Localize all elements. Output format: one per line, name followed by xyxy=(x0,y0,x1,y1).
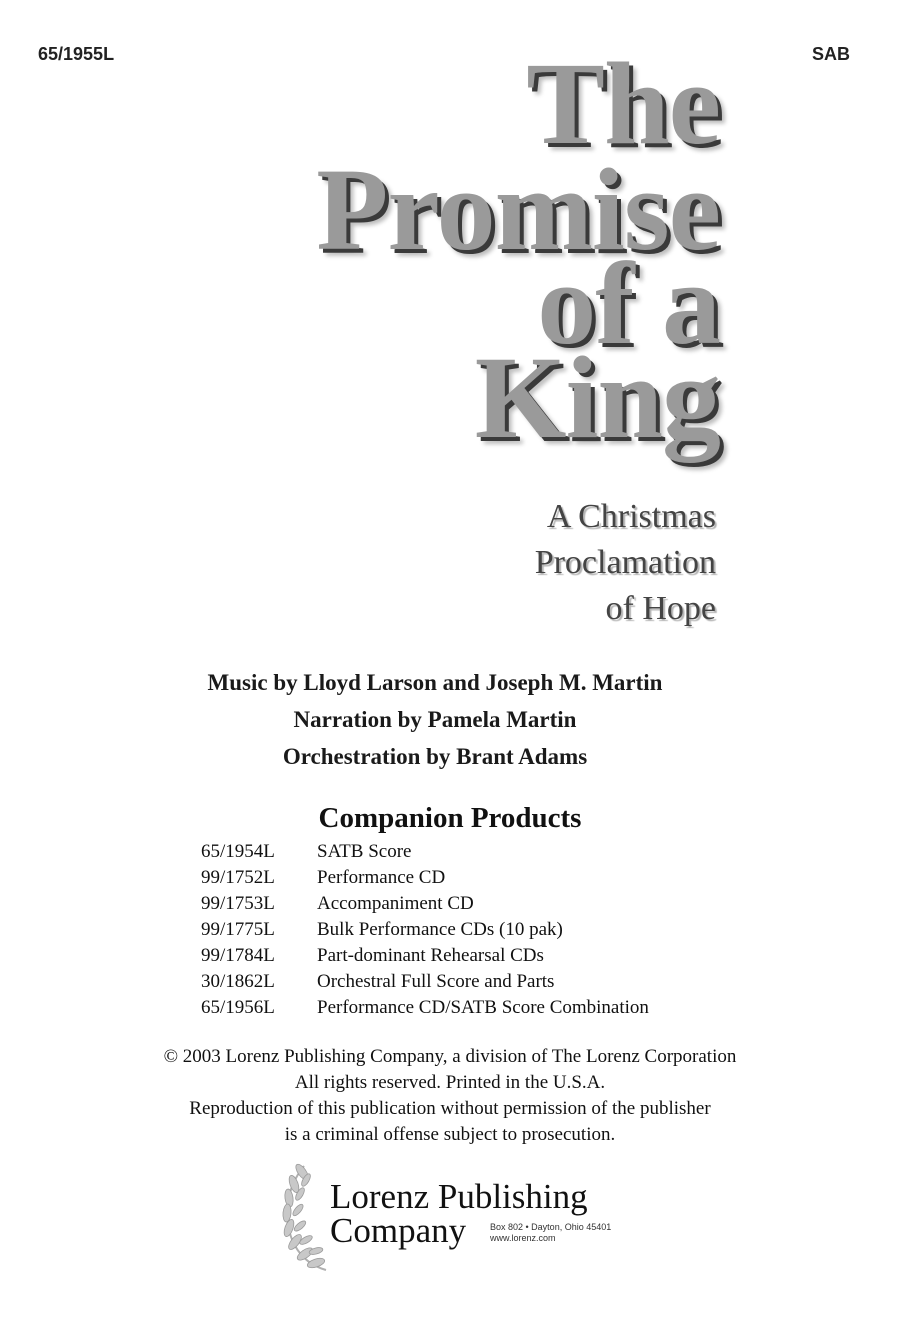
title-line: The xyxy=(526,38,720,169)
product-name: Part-dominant Rehearsal CDs xyxy=(317,945,544,966)
product-row xyxy=(201,917,649,943)
product-row xyxy=(201,891,649,917)
product-name: Orchestral Full Score and Parts xyxy=(317,971,555,992)
copyright-line: © 2003 Lorenz Publishing Company, a division of The Lorenz Corporation xyxy=(163,1046,737,1067)
publisher-logo xyxy=(276,1158,636,1288)
product-name: SATB Score xyxy=(317,841,412,862)
product-code: 99/1753L xyxy=(201,893,275,914)
copyright-notice xyxy=(0,1044,900,1148)
music-credit: Music by Lloyd Larson and Joseph M. Martin xyxy=(207,670,663,695)
product-row xyxy=(201,839,649,865)
title-line: Promise xyxy=(316,144,720,275)
product-code: 99/1752L xyxy=(201,867,275,888)
title-line: King xyxy=(474,332,720,463)
product-name: Performance CD/SATB Score Combination xyxy=(317,997,649,1018)
companion-products-heading: Companion Products xyxy=(318,802,582,834)
publisher-name-line2: Company xyxy=(330,1211,467,1250)
product-code: 65/1954L xyxy=(201,841,275,862)
product-row xyxy=(201,969,649,995)
product-code: 30/1862L xyxy=(201,971,275,992)
voicing-label: SAB xyxy=(811,44,850,64)
work-subtitle xyxy=(535,494,716,632)
subtitle-line: of Hope xyxy=(605,590,716,627)
product-code: 99/1784L xyxy=(201,945,275,966)
reproduction-warning-line: is a criminal offense subject to prosecution. xyxy=(284,1124,616,1145)
product-name: Performance CD xyxy=(317,867,446,888)
orchestration-credit: Orchestration by Brant Adams xyxy=(282,744,588,769)
work-title xyxy=(316,38,720,463)
rights-line: All rights reserved. Printed in the U.S.A. xyxy=(294,1072,606,1093)
reproduction-warning-line: Reproduction of this publication without permission of the publisher xyxy=(189,1098,711,1119)
narration-credit: Narration by Pamela Martin xyxy=(293,707,577,732)
credits-block xyxy=(0,664,870,775)
title-line: of a xyxy=(537,238,720,369)
subtitle-line: A Christmas xyxy=(546,498,716,535)
publisher-address: Box 802 • Dayton, Ohio 45401 xyxy=(490,1222,612,1232)
companion-products-list xyxy=(201,839,649,1021)
product-code: 99/1775L xyxy=(201,919,275,940)
publisher-contact xyxy=(490,1222,611,1244)
product-row xyxy=(201,865,649,891)
product-code: 65/1956L xyxy=(201,997,275,1018)
product-name: Bulk Performance CDs (10 pak) xyxy=(317,919,563,940)
product-row xyxy=(201,995,649,1021)
catalog-number: 65/1955L xyxy=(38,44,115,64)
subtitle-line: Proclamation xyxy=(534,544,716,581)
product-name: Accompaniment CD xyxy=(317,893,474,914)
publisher-website: www.lorenz.com xyxy=(490,1233,556,1243)
product-row xyxy=(201,943,649,969)
publisher-name-line1: Lorenz Publishing xyxy=(330,1177,588,1216)
